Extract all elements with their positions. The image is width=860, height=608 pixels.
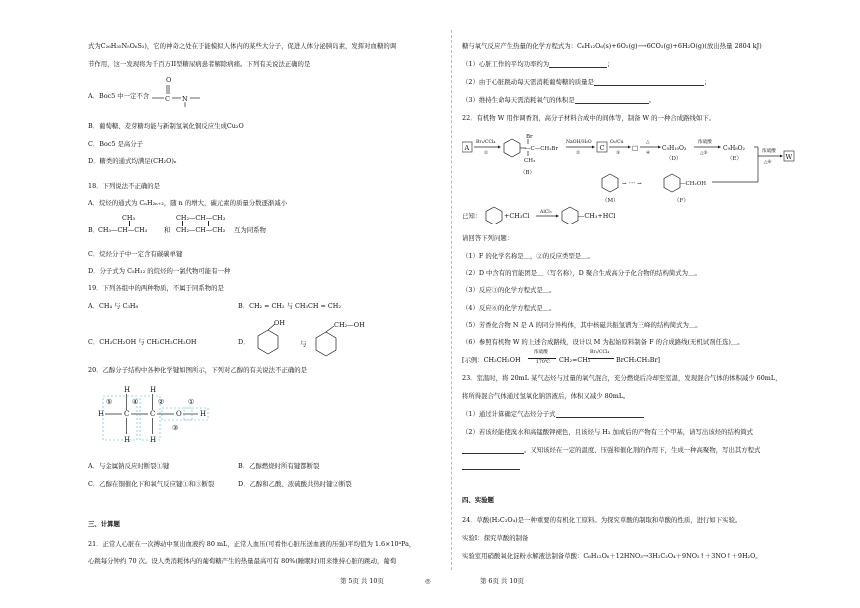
page-divider	[451, 30, 452, 570]
q20-stem: 20．乙醇分子结构中各种化学键如图所示，下列对乙醇的有关说法不正确的是	[88, 366, 308, 374]
amide-carbon: C	[165, 95, 170, 103]
compound-d-label: （D）	[666, 156, 682, 162]
compound-f-group: —CH₂OH	[680, 181, 707, 187]
compound-m-label: （M）	[602, 198, 619, 204]
benzene-ring	[486, 207, 502, 224]
q24-line1: 24．草酸(H₂C₂O₄)是一种重要的有机化工原料。为探究草酸的制取和草酸的性质，进行如下实验。	[462, 516, 742, 524]
q19-d-structures	[238, 320, 438, 360]
footer-left-page-number: 第 5页 共 10页	[340, 577, 384, 585]
q22-part4: （4）反应⑥的化学方程式是＿。	[462, 304, 556, 312]
q20-option-d: D．乙醇和乙酸、浓硫酸共热时键②断裂	[238, 480, 352, 488]
h-left: H	[98, 410, 105, 418]
friedel-crafts-equation	[484, 206, 784, 224]
compound-c: C	[599, 144, 605, 152]
step-6: △⑥	[764, 160, 772, 165]
footer-right-page-number: 第 6页 共 10页	[480, 577, 524, 585]
benzyl-ch2oh: CH₂—OH	[334, 321, 365, 329]
h-hydroxyl: H	[200, 410, 207, 418]
q18-b-and: 和	[164, 226, 171, 234]
compound-b-ring	[504, 139, 520, 157]
answer-blank[interactable]	[556, 411, 644, 418]
q21-part3: （3）维持生命每天需消耗氧气的体积是 。	[462, 96, 656, 104]
bond-label-2: ②	[158, 398, 165, 406]
q19-option-d	[238, 320, 438, 360]
answer-blank[interactable]	[462, 447, 524, 454]
benzyl-alcohol-ring	[316, 332, 336, 356]
q18-b-second-structure: CH₂—CH—CH₂	[176, 226, 226, 234]
oxygen: O	[176, 410, 182, 418]
q23-part2b-text: 。又知该烃在一定的温度、压强和催化剂的作用下，生成一种高聚物，写出其方程式	[524, 446, 761, 454]
q21-part1: （1）心脏工作的平均功率约为 ；	[462, 60, 614, 68]
bond-label-5: ⑤	[106, 398, 113, 406]
q23-part2b	[462, 446, 760, 454]
q19-option-b: B．CH₂ = CH₂ 与 CH₃CH = CH₂	[238, 302, 341, 310]
reagent-6: 浓硫酸	[762, 149, 776, 154]
q21-part2-text: （2）由于心脏跳动每天需消耗葡萄糖的质量是	[462, 78, 594, 86]
section-3-heading: 三、计算题	[88, 520, 120, 528]
answer-blank[interactable]	[594, 79, 704, 86]
step-5: △⑤	[700, 151, 708, 156]
q18-b-methyl-branch: CH₃	[122, 214, 136, 222]
h-top-1: H	[124, 386, 131, 394]
example-arrow-1	[528, 358, 556, 359]
q23-part2a: （2）若该烃能使溴水和高锰酸钾褪色，且该烃与 H₂ 加成后的产物有三个甲基，请写出该烃的结构简式	[462, 428, 754, 436]
q18-stem: 18．下列说法不正确的是	[88, 182, 161, 190]
h-bottom-1: H	[124, 436, 131, 444]
compound-a: A	[464, 144, 470, 152]
h-top-2: H	[150, 386, 157, 394]
q23-part1-text: （1）通过计算确定气态烃分子式	[462, 410, 556, 418]
answer-blank[interactable]	[549, 61, 607, 68]
q19-stem: 19．下列各组中的两种物质，不属于同系物的是	[88, 284, 224, 292]
example-cond-1-bottom: 170℃	[536, 360, 550, 365]
step-2: ②	[576, 151, 581, 156]
carbon-1: C	[124, 410, 130, 418]
reagent-1: Br₂/CCl₄	[476, 140, 496, 145]
q18-option-b-label: B．	[88, 226, 100, 234]
q17-stem-line2: 节作用，这一发现将为千百万II型糖尿病患者解除病痛。下列有关说法正确的是	[88, 60, 311, 68]
q22-part5: （5）芳香化合物 N 是 A 的同分异构体，其中核磁共振氢谱为三峰的结构简式为＿。	[462, 321, 702, 329]
section-4-heading: 四、实验题	[462, 496, 494, 504]
compound-b-chain: —C—CH₂Br	[525, 146, 559, 152]
q18-option-c: C．烷烃分子中一定含有碳碳单键	[88, 250, 183, 258]
intermediate-box: □	[632, 144, 639, 152]
q24-line3: 实验室用硝酸氧化淀粉水解液法制备草酸：C₆H₁₂O₆＋12HNO₃→3H₂C₂O₄＋9NO₂↑＋3NO↑＋9H₂O。	[462, 552, 762, 560]
compound-e-formula: C₉H₈O₂	[723, 145, 745, 152]
q20-option-c: C．乙醇在铜催化下和氧气反应键①和③断裂	[88, 480, 215, 488]
known-reaction	[462, 208, 762, 224]
q24-line2: 实验Ⅰ：探究草酸的制备	[462, 534, 529, 542]
bond-label-3: ③	[172, 424, 179, 432]
q17-option-a	[88, 76, 188, 103]
compound-m-ring	[602, 174, 618, 192]
reagent-2: NaOH/H₂O	[566, 140, 592, 145]
q19-option-a: A．CH₄ 与 C₃H₈	[88, 302, 139, 310]
condition-4: △	[646, 140, 650, 145]
synthesis-route-scheme	[462, 126, 824, 206]
q23-line1: 23．室温时，将 20mL 某气态烃与过量的氧气混合，充分燃烧后冷却至室温，发现混合气体的体积减少 60mL，	[462, 374, 782, 382]
ethanol-bond-diagram	[98, 382, 228, 466]
q18-option-b	[88, 212, 338, 246]
step-1: ①	[484, 151, 489, 156]
toluene-ring	[562, 207, 578, 224]
q18-b-isobutane: CH₃—CH—CH₃	[98, 226, 148, 234]
h-bottom-2: H	[150, 436, 157, 444]
q21-line2: 心跳每分钟约 70 次。设人类消耗体内的葡萄糖产生的热量最高可有 80%(睡眠时)用来维持心脏的跳动，葡萄	[88, 557, 397, 565]
compound-w: W	[785, 153, 793, 161]
known-products: —CH₃+HCl	[578, 212, 616, 220]
bond-region-4	[140, 396, 160, 440]
known-reactants: +CH₃Cl	[504, 212, 530, 220]
example-cond-1-top: 浓硫酸	[534, 350, 548, 355]
step-3: ③	[616, 151, 621, 156]
q21-part3-text: （3）维持生命每天需消耗氧气的体积是	[462, 96, 575, 104]
example-start: [示例：CH₃CH₂OH	[462, 356, 521, 364]
q18-option-d: D．分子式为 C₅H₁₂ 的烷烃的一氯代物可能有一种	[88, 267, 231, 275]
q22-part6: （6）参照有机物 W 的上述合成路线，设计以 M 为起始原料制备 F 的合成路线(无机试剂任选)＿。	[462, 338, 744, 346]
example-end: BrCH₂CH₂Br]	[616, 356, 661, 364]
phenol-oh: OH	[274, 320, 285, 327]
q17-option-c: C．Boc5 是高分子	[88, 140, 144, 148]
amide-nitrogen: N	[182, 95, 188, 103]
q18-option-a: A．烷烃的通式为 CₙH₂ₙ₊₂，随 n 的增大，碳元素的质量分数逐渐减小	[88, 199, 288, 207]
answer-blank[interactable]	[575, 97, 649, 104]
q23-part1	[462, 410, 644, 418]
q18-b-conclusion: 互为同系物	[234, 226, 266, 234]
q23-line2: 将所得混合气体通过氢氧化钠溶液后，体积又减少 80mL。	[462, 392, 630, 400]
q23-part2c	[462, 462, 520, 470]
bond-label-1: ①	[188, 398, 195, 406]
q17-option-d: D．糖类的通式均满足(CH₂O)ₙ	[88, 157, 177, 165]
phenol-ring	[258, 330, 278, 354]
q21-part2: （2）由于心脏跳动每天需消耗葡萄糖的质量是 ；	[462, 78, 711, 86]
compound-f-ring	[664, 174, 680, 192]
q22-ask: 请回答下列问题：	[462, 234, 514, 242]
q22-example	[462, 350, 822, 366]
reagent-5: 浓硫酸	[698, 140, 712, 145]
reagent-3: O₂/Cu	[610, 140, 624, 145]
q22-part3: （3）反应③的化学方程式是＿。	[462, 286, 556, 294]
known-label: 已知：	[462, 212, 482, 220]
q22-stem: 22．有机物 W 用作调香剂，高分子材料合成中的间体等，制备 W 的一种合成路线如下。	[462, 114, 716, 122]
compound-f-label: （F）	[674, 198, 689, 204]
footer-center-mark: ◎	[425, 577, 431, 585]
example-arrow-2	[588, 358, 614, 359]
amide-group-structure	[150, 74, 202, 108]
compound-e-label: （E）	[727, 156, 743, 162]
q19-option-c: C．CH₃CH₂OH 与 CH₃CH₂CH₂OH	[88, 338, 197, 346]
q17-stem-line1: 式为C₂₆H₃₅N₅O₆S₂)，它的神奇之处在于能模拟人体内的某些大分子，促进人体分泌胰岛素，发挥对血糖的调	[88, 42, 397, 50]
q21-line1: 21．正常人心脏在一次搏动中泵出血液约 80 mL，正常人血压(可看作心脏压送血液的压强)平均值为 1.6×10⁴Pa，	[88, 540, 416, 548]
compound-b-br: Br	[526, 134, 533, 140]
q18-b-top-chain: CH₂—CH—CH₃	[176, 214, 226, 222]
example-ethene: CH₂=CH₂	[559, 356, 591, 364]
q19-d-label: D．	[238, 338, 250, 346]
bond-label-4: ④	[132, 398, 139, 406]
q22-part1: （1）F 的化学名称是＿，②的反应类型是＿。	[462, 252, 594, 260]
q17-option-a-text: A．Boc5 中一定不含	[88, 92, 150, 100]
carbon-2: C	[150, 410, 156, 418]
m-to-f-arrow: → ···· →	[622, 181, 642, 187]
q20-option-b: B．乙醇燃烧时所有键都断裂	[238, 462, 320, 470]
compound-b-label: （B）	[520, 170, 536, 176]
glucose-equation: 糖与氧气反应产生热量的化学方程式为：C₆H₁₂O₆(s)+6O₂(g)⟶6CO₂(g)+6H₂O(g)(放出热量 2804 kJ)	[462, 42, 762, 50]
q21-part1-text: （1）心脏工作的平均功率约为	[462, 60, 550, 68]
known-catalyst: AlCl₃	[540, 210, 552, 215]
q22-part2: （2）D 中含有的官能团是＿（写名称），D 聚合生成高分子化合物的结构简式为＿。	[462, 269, 701, 277]
answer-blank[interactable]	[462, 463, 520, 470]
step-4: ④	[646, 151, 651, 156]
compound-b-methyl: CH₃	[524, 158, 536, 164]
q19-d-and: 与	[300, 340, 307, 348]
compound-d-formula: C₉H₁₀O₃	[662, 145, 687, 152]
example-cond-2: Br₂/CCl₄	[590, 350, 610, 355]
q20-option-a: A．与金属钠反应时断裂①键	[88, 462, 170, 470]
amide-oxygen: O	[166, 76, 172, 84]
q17-option-b: B．葡萄糖、麦芽糖均能与新制氢氧化铜反应生成Cu₂O	[88, 122, 244, 130]
